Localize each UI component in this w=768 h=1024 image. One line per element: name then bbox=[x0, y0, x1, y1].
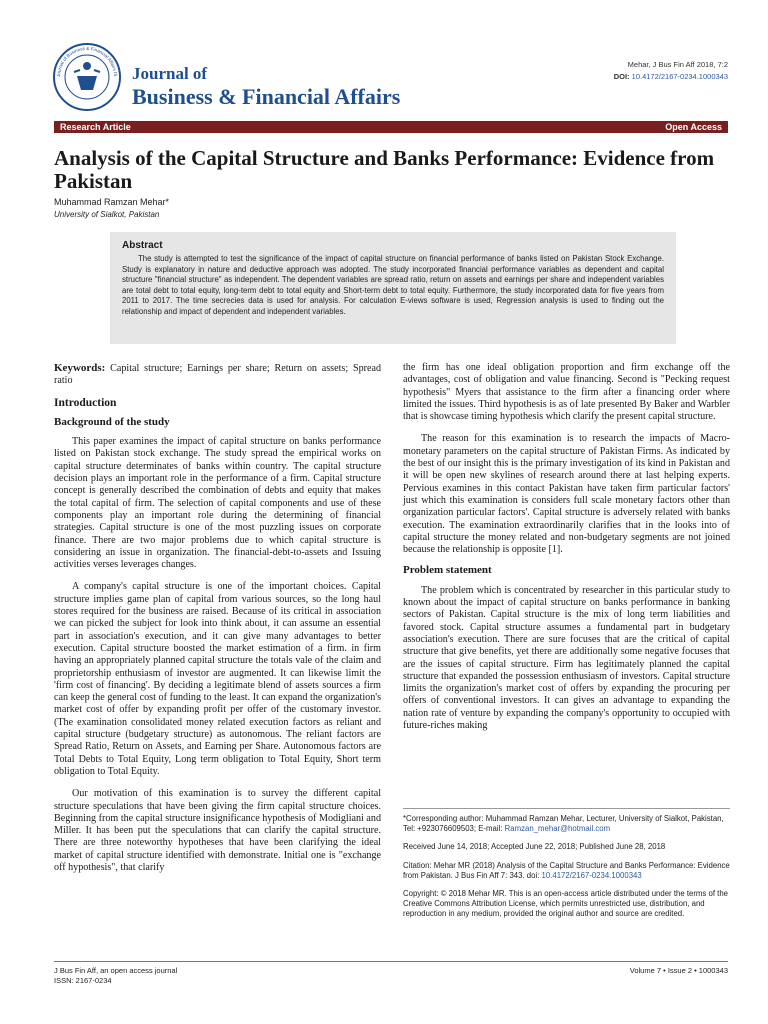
abstract-heading: Abstract bbox=[122, 240, 163, 251]
footnote-block bbox=[403, 808, 730, 920]
logo-text: Journal of Business & Financial Affairs IS bbox=[55, 45, 119, 78]
corresponding-author bbox=[403, 814, 730, 834]
paragraph: The reason for this examination is to research the impacts of Macro-monetary parameters on the capital structure of Pakistan Firms. As indicated by the best of our insight this is the primary investigation of its kind in Pakistan and it will be open new skylines of research around there at last helping experts. Pervious examines in this contact Pakistan have taken firm particular factors' just which this examination is considers full scale monetary factors other than organization particular factors'. Capital structure is adversely related with banks execution. The examination extraordinarily clarifies that in the looks into of capital structure the money related and non-budgetary segments are not joined because the relationship is opposite [1]. bbox=[403, 433, 730, 556]
right-column bbox=[403, 362, 730, 732]
article-title: Analysis of the Capital Structure and Banks Performance: Evidence from Pakistan bbox=[54, 146, 715, 193]
abstract-box bbox=[110, 232, 676, 344]
keywords bbox=[54, 362, 381, 388]
paragraph: The problem which is concentrated by researcher in this particular study to known about the impact of capital structure on banks performance in banking sectors of Pakistan. Capital structure is the mix of long term liabilities and favored stock. Capital structure assumes a fundamental part in budgetary association's execution. There are sure focuses that are the critical of capital structure that give benefits, yet there are additionally some negative focuses that are the issues of capital structure. Firm has legitimately planned the capital structure that expanded the possession enthusiasm of investors. Capital structure limits the organization's market cost of offers by expanding the procuring per offers of conventional investors. It can gives an advantage to expanding the nation rate of venture by expanding the company's opportunity to occupied with future-riches making bbox=[403, 584, 730, 732]
abstract-text: The study is attempted to test the significance of the impact of capital structure on financial performance of banks listed on Pakistan Stock Exchange. Study is explanatory in nature and deductive approach was adopted. The study incorporated financial performance variables as dependent and capital structure "financial structure" as independent. The dependent variables are spread ratio, return on assets and earnings per share and independent variables are total debt to total equity, long-term debt to total equity and Short-term debt to total equity. Furthermore, the study incorporated data for five years from 2011 to 2017. The time secrecies data is used for analysis. For calculation E-views software is used, Regression analysis is used to finding out the relationship and impact of dependent and independent variables. bbox=[122, 254, 664, 316]
keywords-text: Capital structure; Earnings per share; Return on assets; Spread ratio bbox=[54, 363, 381, 387]
journal-logo bbox=[52, 42, 122, 112]
paragraph: A company's capital structure is one of the important choices. Capital structure implies game plan of capital from various sources, so the long haul stores required for the business are raised. Because of its critical in association we can picked the subject for look into think about, it can assume an essential part in association's execution, and it can give many advantages to better execution. Capital structure boosted the market estimation of a firm. in firm having an appropriately planned capital structure the totals vale of the claim and proprietorship enthusiasm of investor are augmented. It can likewise limit the 'firm cost of financing'. By deciding a legitimate blend of assets sources a firm can keep the general cost of funding to the least. It can expand the organization's market cost of offer by expanding profit per offer of the customary investor. (The examination consolidated money related execution factors as reliant and capital structure (budgetary structure) as autonomous. The reliant factors are Spread Ratio, Return on Assets, and Earning per Share. Autonomous factors are Total Debts to Total Equity, Long term obligation to Total Equity, Short term obligation to Total Equity. bbox=[54, 581, 381, 777]
paragraph: This paper examines the impact of capital structure on banks performance listed on Pakistan stock exchange. The study spread the empirical works on capital structure determinates of banks within country. The capital structure decision plays an important role in the performance of a firm. Capital structure concept is generally described the combination of debts and equity that makes the total capital of firm. The selection of capital components and use of these components play an important role during the determining of financial strategies. Capital structure is one of the most puzzling issues on corporate finance. There are two major problems due to which capital structure is considering an issue in organization. The financial-debt-to-assets and Issuing activities verses leverages changes. bbox=[54, 436, 381, 571]
footer-volume: Volume 7 • Issue 2 • 1000343 bbox=[629, 966, 728, 975]
doi-line bbox=[614, 71, 728, 83]
footer-journal: J Bus Fin Aff, an open access journal bbox=[54, 966, 178, 975]
open-access-label: Open Access bbox=[665, 122, 722, 132]
research-article-label: Research Article bbox=[60, 122, 131, 132]
introduction-heading: Introduction bbox=[54, 396, 117, 409]
doi-link[interactable]: 10.4172/2167-0234.1000343 bbox=[631, 72, 728, 81]
background-heading: Background of the study bbox=[54, 415, 170, 428]
citation-doi-link[interactable]: 10.4172/2167-0234.1000343 bbox=[541, 870, 642, 880]
article-dates: Received June 14, 2018; Accepted June 22, 2018; Published June 28, 2018 bbox=[403, 842, 666, 852]
paragraph: Our motivation of this examination is to survey the different capital structure speculations that have been giving the firm capital structure choices. Beginning from the capital structure insignificance hypothesis of Modigliani and Miller. It has been put the speculations that can clarify the capital structure. There are three noteworthy hypotheses that have been clarifying the ideal market of capital structure identified with demonstrate. Initial one is "exchange off hypothesis", that clarify bbox=[54, 788, 381, 873]
copyright: Copyright: © 2018 Mehar MR. This is an open-access article distributed under the terms of the Creative Commons Attribution License, which permits unrestricted use, distribution, and reproduction in any medium, provided the original author and source are credited. bbox=[403, 889, 728, 919]
left-column bbox=[54, 362, 381, 874]
journal-title-line1: Journal of bbox=[132, 64, 208, 83]
footer-left bbox=[54, 966, 177, 986]
problem-statement-heading: Problem statement bbox=[403, 564, 492, 577]
journal-title-line2: Business & Financial Affairs bbox=[132, 84, 401, 109]
email-link[interactable]: Ramzan_mehar@hotmail.com bbox=[504, 824, 611, 834]
journal-title bbox=[132, 64, 400, 110]
citation-line: Mehar, J Bus Fin Aff 2018, 7:2 bbox=[627, 60, 728, 69]
author-affiliation: University of Sialkot, Pakistan bbox=[54, 210, 160, 219]
footer-issn: ISSN: 2167-0234 bbox=[54, 976, 112, 985]
doi-label: DOI: bbox=[613, 72, 630, 81]
footnote-rule bbox=[403, 808, 730, 809]
article-type-banner bbox=[54, 121, 728, 133]
footer-rule bbox=[54, 961, 728, 962]
citation-text: Citation: Mehar MR (2018) Analysis of the Capital Structure and Banks Performance: Evidence from Pakistan. J Bus Fin Aff 7: 343. doi: bbox=[403, 860, 730, 880]
citation bbox=[403, 861, 730, 881]
corresponding-text: *Corresponding author: Muhammad Ramzan Mehar, Lecturer, University of Sialkot, Pakistan, Tel: +923076609503; E-mail: bbox=[403, 814, 724, 834]
header-meta bbox=[614, 59, 728, 83]
keywords-label: Keywords: bbox=[54, 362, 106, 374]
paragraph: the firm has one ideal obligation proportion and firm exchange off the advantages, cost of obligation and value financing. Second is "Pecking request hypothesis" Myers that assistance to the firm after a financing order where limited the issues. Third hypothesis is as of late presented By Baker and Warbler that is showcase timing hypothesis which clarify the present capital structure. bbox=[403, 362, 730, 423]
author-name: Muhammad Ramzan Mehar* bbox=[54, 197, 170, 207]
